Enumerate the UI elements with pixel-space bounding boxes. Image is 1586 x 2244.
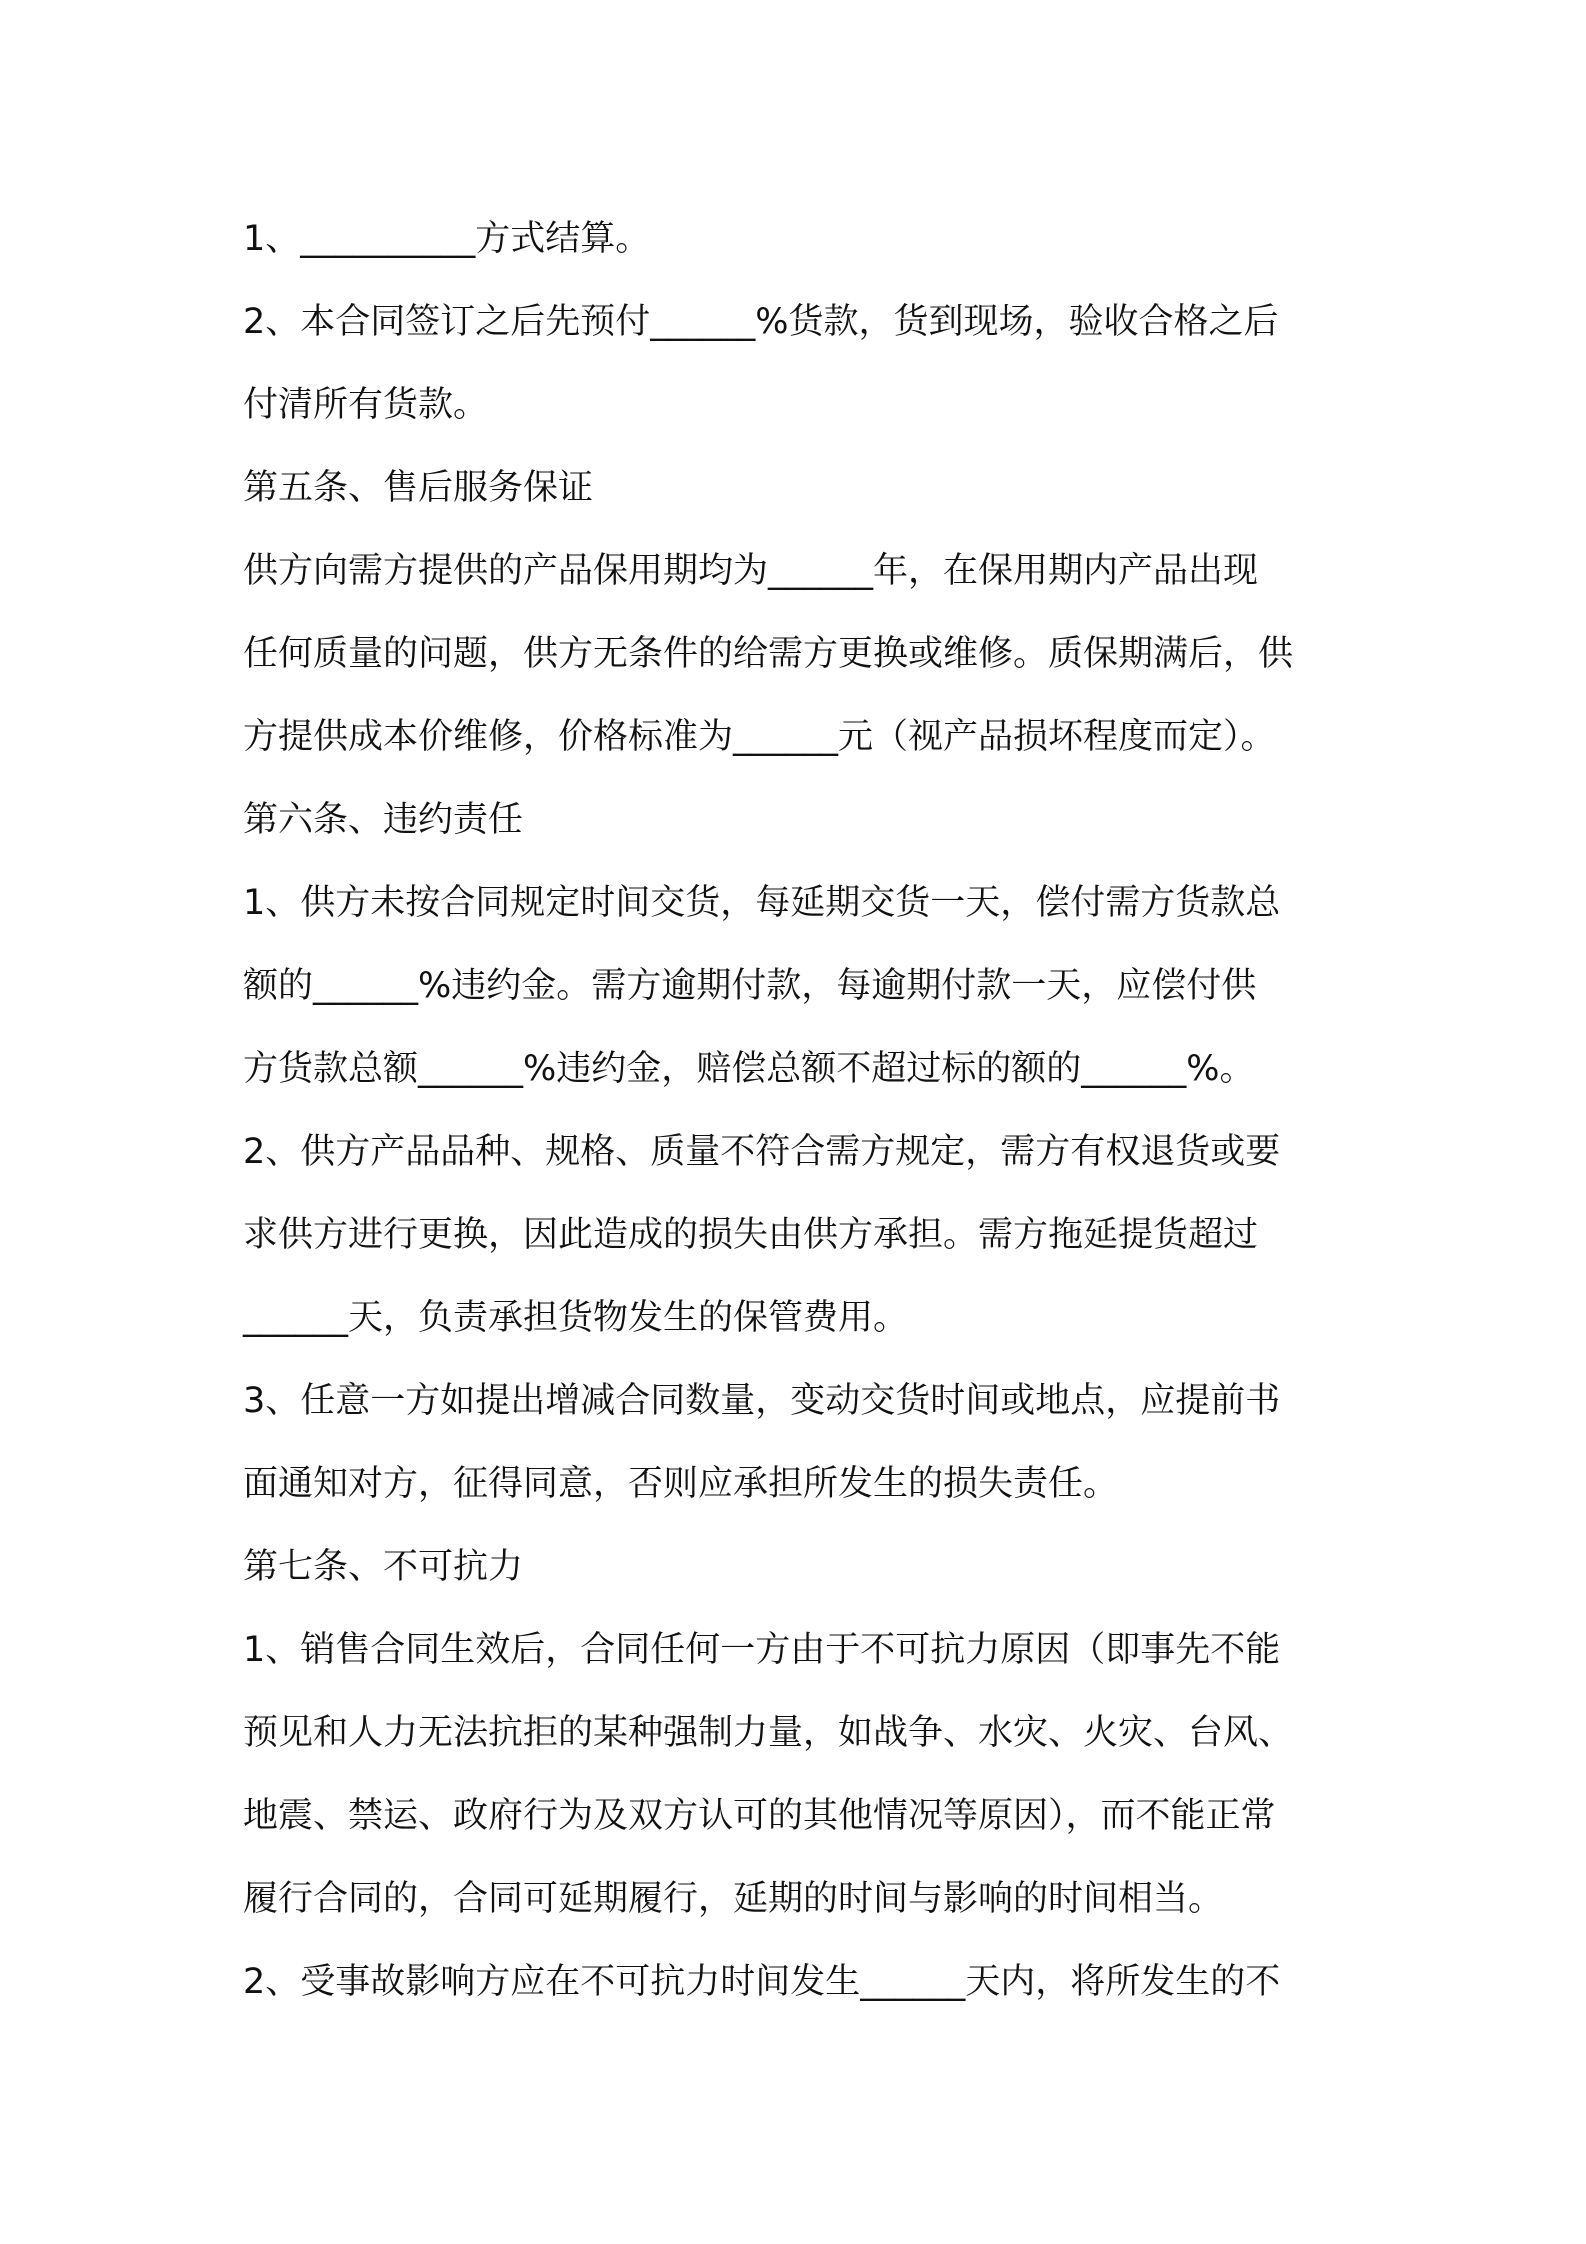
text-line: 履行合同的，合同可延期履行，延期的时间与影响的时间相当。 bbox=[243, 1879, 1224, 1919]
text-line: 1、__________方式结算。 bbox=[243, 219, 651, 259]
text-line: 付清所有货款。 bbox=[243, 385, 489, 425]
text-line: 1、供方未按合同规定时间交货，每延期交货一天，偿付需方货款总 bbox=[243, 883, 1281, 923]
text-line: ______天，负责承担货物发生的保管费用。 bbox=[243, 1298, 909, 1338]
text-line: 额的______%违约金。需方逾期付款，每逾期付款一天，应偿付供 bbox=[243, 966, 1257, 1006]
text-line: 面通知对方，征得同意，否则应承担所发生的损失责任。 bbox=[243, 1464, 1119, 1504]
document-body bbox=[243, 198, 1363, 2024]
text-line: 1、销售合同生效后，合同任何一方由于不可抗力原因（即事先不能 bbox=[243, 1630, 1281, 1670]
text-line: 2、受事故影响方应在不可抗力时间发生______天内，将所发生的不 bbox=[243, 1962, 1281, 2002]
text-line: 求供方进行更换，因此造成的损失由供方承担。需方拖延提货超过 bbox=[243, 1215, 1259, 1255]
text-line: 2、供方产品品种、规格、质量不符合需方规定，需方有权退货或要 bbox=[243, 1132, 1281, 1172]
text-line: 任何质量的问题，供方无条件的给需方更换或维修。质保期满后，供 bbox=[243, 634, 1294, 674]
text-line: 方提供成本价维修，价格标准为______元（视产品损坏程度而定）。 bbox=[243, 717, 1276, 757]
section-heading: 第七条、不可抗力 bbox=[243, 1547, 524, 1587]
text-line: 方货款总额______%违约金，赔偿总额不超过标的额的______%。 bbox=[243, 1049, 1255, 1089]
text-line: 3、任意一方如提出增减合同数量，变动交货时间或地点，应提前书 bbox=[243, 1381, 1281, 1421]
text-line: 2、本合同签订之后先预付______%货款，货到现场，验收合格之后 bbox=[243, 302, 1279, 342]
section-heading: 第五条、售后服务保证 bbox=[243, 468, 594, 508]
section-heading: 第六条、违约责任 bbox=[243, 800, 524, 840]
text-line: 预见和人力无法抗拒的某种强制力量，如战争、水灾、火灾、台风、 bbox=[243, 1713, 1294, 1753]
text-line: 供方向需方提供的产品保用期均为______年，在保用期内产品出现 bbox=[243, 551, 1259, 591]
text-line: 地震、禁运、政府行为及双方认可的其他情况等原因），而不能正常 bbox=[243, 1796, 1276, 1836]
